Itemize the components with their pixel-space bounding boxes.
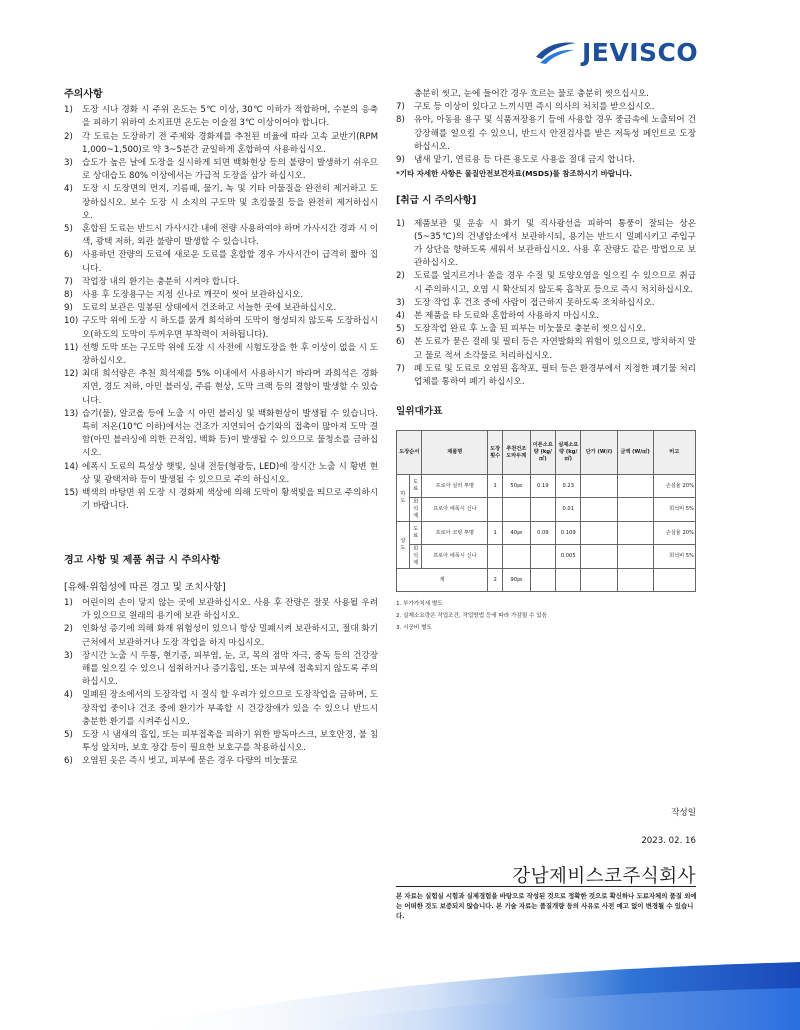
handling-list [396,218,696,390]
warnings-subtitle: [유해·위험성에 따른 경고 및 조치사항] [64,581,226,593]
precaution-item [64,302,378,315]
cost-table-cell: 0.19 [530,475,555,498]
cost-table-header-cell: 실제소요량 (kg/㎡) [556,431,581,475]
cost-table-cell [488,498,503,522]
warning-item [64,689,378,729]
msds-note: *기타 자세한 사항은 물질안전보건자료(MSDS)를 참조하시기 바랍니다. [396,169,633,179]
precaution-item-number: 1) [64,105,73,116]
brand-name: JEVISCO [582,37,699,67]
precaution-item-number: 13) [64,408,79,419]
cost-table-cell: 희석비 5% [653,498,695,522]
precaution-item-text: 사용 후 도장용구는 지정 신나로 깨끗이 씻어 보관하십시오. [82,290,304,301]
precaution-item [64,276,378,289]
cost-table-cell: 프로아 에폭시 신나 [422,498,488,522]
handling-item-text: 본 제품을 타 도료와 혼합하여 사용하지 마십시오. [414,311,600,322]
cost-table-cell: 상도 [397,522,410,569]
precaution-item [64,223,378,249]
handling-item [396,323,696,336]
precaution-item [64,183,378,223]
precaution-item-number: 9) [64,303,73,314]
cost-table-cell: 프로아 코팅 투명 [422,522,488,545]
cost-table-header-cell: 비고 [653,431,695,475]
warning-item-number: 4) [64,690,73,701]
cost-table-cell: 계 [397,569,488,592]
cost-table-header-cell: 금액 (W/㎡) [617,431,653,475]
cost-table-title: 일위대가표 [396,406,443,418]
precaution-item-text: 사용하던 잔량의 도료에 새로운 도료를 혼합할 경우 가사시간이 급격히 짧아 집니다. [82,250,378,274]
cost-table-cell [617,498,653,522]
cost-table-cell: 손실율 20% [653,522,695,545]
handling-item-text: 제품보관 및 운송 시 화기 및 직사광선을 피하여 통풍이 잘되는 상온(5~35℃)의 건냉암소에서 보관하시되, 용기는 반드시 밀폐시키고 주입구가 상단을 향하도록 세워서 보관하십시오. 사용 후 잔량도 같은 방법으로 보관하십시오. [414,218,696,269]
precaution-item [64,408,378,461]
warning-item [64,623,378,649]
written-date: 2023. 02. 16 [641,836,696,846]
cost-table-cell: 1 [488,522,503,545]
cost-table-cell: 도료 [409,475,422,498]
warning-item-number: 3) [64,650,73,661]
cost-table-cell [503,545,531,569]
cost-table-cell: 하도 [397,475,410,522]
cost-table-row [397,475,696,498]
warning-item [64,729,378,755]
handling-item-text: 도장 작업 후 건조 중에 사람이 접근하지 못하도록 조치하십시오. [414,297,655,308]
precaution-item-text: 백색의 바탕면 위 도장 시 경화제 색상에 의해 도막이 황색빛을 띄므로 주의하시기 바랍니다. [82,488,378,512]
cost-table-cell: 도료 [409,522,422,545]
cost-table-note: 1. 부가가치세 별도 [396,601,443,608]
handling-item-number: 6) [396,337,405,348]
cost-table-cell [617,475,653,498]
cost-table-cell: 희석비 5% [653,545,695,569]
cost-table-cell: 프로아 에폭시 신나 [422,545,488,569]
cost-table-header-cell: 추천건조도막두께 [503,431,531,475]
precaution-item-text: 선행 도막 또는 구도막 위에 도장 시 사전에 시험도장을 한 후 이상이 없을 시 도장하십시오. [82,342,378,367]
warning-item-text: 유아, 아동용 용구 및 식품저장용기 등에 사용할 경우 중금속에 노출되어 건강장해를 일으킬 수 있으니, 반드시 안전검사를 받은 저독성 페인트로 도장하십시오. [414,115,696,152]
precaution-item-number: 3) [64,158,73,169]
cost-table-total-row [397,569,696,592]
cost-table-cell [617,569,653,592]
handling-item-number: 3) [396,297,405,308]
warning-item-text: 도장 시 냄새의 흡입, 또는 피부접촉을 피하기 위한 방독마스크, 보호안경, 불 침투성 앞치마, 보호 장갑 등이 필요한 보호구를 착용하십시오. [82,729,378,754]
precaution-item [64,249,378,275]
precaution-item [64,368,378,408]
handling-item-text: 폐 도료 및 도료로 오염된 흡착포, 필터 등은 환경부에서 지정한 폐기물 처리업체를 통하여 폐기 하십시오. [414,363,696,388]
cost-table-row [397,498,696,522]
cost-table-cell: 2 [488,569,503,592]
warning-item [64,597,378,623]
written-label: 작성일 [671,808,696,818]
warnings-cont-list [396,101,696,167]
cost-table-header-row [397,431,696,475]
cost-table-cell: 희석제 [409,498,422,522]
warnings-continued: 충분히 씻고, 눈에 들어간 경우 흐르는 물로 충분히 씻으십시오. [414,89,649,99]
cost-table-cell [530,545,555,569]
warning-item-text: 냄새 맡기, 연료용 등 다른 용도로 사용을 절대 금지 합니다. [414,155,635,166]
precaution-item [64,157,378,183]
cost-table-header-cell: 도장순서 [397,431,422,475]
company-divider [396,886,696,887]
disclaimer: 본 자료는 실험실 시험과 실제경험을 바탕으로 작성된 것으로 정확한 것으로 확신하나 도료자체의 품질 외에는 어떠한 것도 보증되지 않습니다. 본 기술 자료는 품질개량 등의 사유로 사전 예고 없이 변경될 수 있습니다. [396,892,697,920]
cost-table-cell: 0.109 [556,522,581,545]
footer-band [0,962,800,1030]
handling-item [396,336,696,362]
cost-table-notes [396,598,696,634]
handling-item-text: 본 도료가 묻은 걸레 및 필터 등은 자연발화의 위험이 있으므로, 방치하지 말고 물로 적셔 소각물로 처리하십시오. [414,337,696,361]
precaution-item-number: 5) [64,224,73,235]
precaution-item [64,487,378,513]
cost-table-header-cell: 이론소요량 (kg/㎡) [530,431,555,475]
cost-table-cell [653,569,695,592]
precaution-item-number: 2) [64,131,73,142]
cost-table-cell [581,545,617,569]
cost-table-note: 3. 시공비 별도 [396,625,432,632]
warning-item [396,154,696,167]
warning-item-number: 1) [64,597,73,608]
precaution-item-number: 8) [64,290,73,301]
cost-table-cell [617,522,653,545]
cost-table-cell: 90㎛ [503,569,531,592]
warning-item-text: 오염된 옷은 즉시 벗고, 피부에 묻은 경우 다량의 비눗물로 [82,756,298,767]
cost-table-cell [581,475,617,498]
cost-table-cell: 1 [488,475,503,498]
left-column [64,88,378,769]
cost-table-cell: 0.23 [556,475,581,498]
warning-item-text: 구토 등 이상이 있다고 느끼시면 즉시 의사의 처치를 받으십시오. [414,102,655,113]
precaution-item [64,131,378,157]
precaution-item [64,342,378,368]
warning-item-number: 5) [64,729,73,740]
cost-table-cell: 0.005 [556,545,581,569]
handling-item [396,363,696,389]
cost-table-cell: 0.09 [530,522,555,545]
cost-table-cell: 40㎛ [503,522,531,545]
precaution-item-text: 각 도료는 도장하기 전 주제와 경화제를 추천된 비율에 따라 고속 교반기(RPM 1,000~1,500)로 약 3~5분간 균일하게 혼합하여 사용하십시오. [82,131,378,155]
precaution-item-text: 구도막 위에 도장 시 하도를 묽게 희석하여 도막이 형성되지 않도록 도장하십시오(하도의 도막이 두꺼우면 부착력이 저하됩니다). [82,316,378,340]
handling-item [396,310,696,323]
precaution-item-number: 7) [64,276,73,287]
warning-item-text: 장시간 노출 시 두통, 현기증, 피부염, 눈, 코, 목의 점막 자극, 중독 등의 건강장해를 일으킬 수 있으니 섭취하거나 증기흡입, 또는 피부에 접촉되지 않도록 주의하십시오. [82,650,378,688]
warning-item [64,650,378,690]
handling-item-text: 도장작업 완료 후 노출 된 피부는 비눗물로 충분히 씻으십시오. [414,324,647,335]
warnings-list [64,597,378,769]
warning-item-text: 인화성 증기에 의해 화재 위험성이 있으니 항상 밀폐시켜 보관하시고, 절대 화기 근처에서 보관하거나 도장 작업을 하지 마십시오. [82,624,378,648]
warning-item [396,101,696,114]
precaution-item [64,315,378,341]
company-name: 강남제비스코주식회사 [512,866,696,887]
handling-item [396,218,696,271]
precaution-item-text: 도장 시나 경화 시 주위 온도는 5℃ 이상, 30℃ 이하가 적합하며, 수분의 응축을 피하기 위하여 소지표면 온도는 이슬점 3℃ 이상이어야 합니다. [82,105,378,129]
precaution-item-text: 혼합된 도료는 반드시 가사시간 내에 전량 사용하여야 하며 가사시간 경과 시 이색, 광택 저하, 외관 불량이 발생할 수 있습니다. [82,224,378,248]
warning-item-number: 9) [396,155,405,166]
handling-item-number: 1) [396,218,405,229]
handling-item-number: 7) [396,363,405,374]
precaution-item [64,461,378,487]
precaution-item-text: 에폭시 도료의 특성상 햇빛, 실내 전등(형광등, LED)에 장시간 노출 시 황변 현상 및 광택저하 등이 발생될 수 있으므로 주의 하십시오. [82,461,378,485]
precaution-item-number: 4) [64,184,73,195]
warning-item-number: 8) [396,115,405,126]
cost-table-header-cell: 단가 (W/ℓ) [581,431,617,475]
cost-table-cell [617,545,653,569]
handling-item [396,270,696,296]
cost-table-cell: 50㎛ [503,475,531,498]
cost-table-row [397,522,696,545]
precaution-item-number: 14) [64,461,79,472]
brand-logo [534,34,714,70]
precautions-title: 주의사항 [64,89,103,100]
cost-table-cell [581,522,617,545]
cost-table-note: 2. 실제소요량은 작업조건, 작업방법 등에 따라 가감될 수 있음 [396,613,548,620]
warning-item [64,755,378,768]
cost-table-cell: 희석제 [409,545,422,569]
warning-item [396,114,696,154]
precautions-list [64,104,378,513]
precaution-item-number: 6) [64,250,73,261]
precaution-item [64,289,378,302]
precaution-item-text: 습도가 높은 날에 도장을 실시하게 되면 백화현상 등의 불량이 발생하기 쉬우므로 상대습도 80% 이상에서는 가급적 도장을 삼가 하십시오. [82,158,378,182]
warning-item-number: 6) [64,756,73,767]
precaution-item-number: 11) [64,342,79,353]
cost-table-header-cell: 제품명 [422,431,488,475]
warning-item-number: 7) [396,102,405,113]
cost-table-cell [581,498,617,522]
precaution-item-number: 12) [64,369,79,380]
cost-table-cell [530,569,555,592]
precaution-item-text: 최대 희석량은 추천 희석제를 5% 이내에서 사용하시기 바라며 과희석은 경화 지연, 경도 저하, 아민 블러싱, 주름 현상, 도막 크랙 등의 결함이 발생할 수 있습니다. [82,369,378,406]
precaution-item-number: 15) [64,488,79,499]
cost-table-cell: 프로아 실러 투명 [422,475,488,498]
cost-table-cell [530,498,555,522]
cost-table-row [397,545,696,569]
handling-item [396,297,696,310]
cost-table-cell: 0.01 [556,498,581,522]
precaution-item-text: 도료의 보관은 밀봉된 상태에서 건조하고 서늘한 곳에 보관하십시오. [82,303,337,314]
handling-item-text: 도료를 엎지르거나 쏟을 경우 수질 및 토양오염을 일으킬 수 있으므로 취급 시 주의하시고, 오염 시 확산되지 않도록 흡착포 등으로 즉시 처치하십시오. [414,271,696,295]
precaution-item-number: 10) [64,316,79,327]
cost-table-cell [488,545,503,569]
cost-table-cell [556,569,581,592]
warnings-title: 경고 사항 및 제품 취급 시 주의사항 [64,554,221,566]
warning-item-number: 2) [64,624,73,635]
cost-table-cell [581,569,617,592]
right-column [396,88,696,634]
warning-item-text: 어린이의 손이 닿지 않는 곳에 보관하십시오. 사용 후 잔량은 잘못 사용될 우려가 있으므로 원래의 용기에 보관 하십시오. [82,597,378,622]
precaution-item-text: 도장 시 도장면의 먼지, 기름때, 물기, 녹 및 기타 이물질을 완전히 제거하고 도장하십시오. 보수 도장 시 소지의 구도막 및 초킹물질 등을 완전히 제거하십시오. [82,184,378,221]
cost-table-cell: 손실율 20% [653,475,695,498]
precaution-item [64,104,378,130]
cost-table-header-cell: 도장횟수 [488,431,503,475]
warning-item-text: 밀폐된 장소에서의 도장작업 시 질식 할 우려가 있으므로 도장작업을 금하며, 도장작업 중이나 건조 중에 환기가 부족할 시 건강장애가 있을 수 있으니 반드시 충분한 환기를 시켜주십시오. [82,690,378,727]
cost-table [396,430,696,592]
handling-title: [취급 시 주의사항] [396,195,477,207]
precaution-item-text: 습기(물), 알코올 등에 노출 시 아민 블러싱 및 백화현상이 발생될 수 있습니다. 특히 저온(10℃ 이하)에서는 건조가 지연되어 습기와의 접촉이 많아져 도막 결함(아민 블러싱에 의한 끈적임, 백화 등)이 발생될 수 있으므로 물청소를 금하십시오. [82,408,378,459]
precaution-item-text: 작업장 내의 환기는 충분히 시켜야 합니다. [82,276,240,287]
cost-table-cell [503,498,531,522]
handling-item-number: 5) [396,324,405,335]
jevisco-swoosh-icon [534,37,578,67]
handling-item-number: 2) [396,271,405,282]
handling-item-number: 4) [396,311,405,322]
